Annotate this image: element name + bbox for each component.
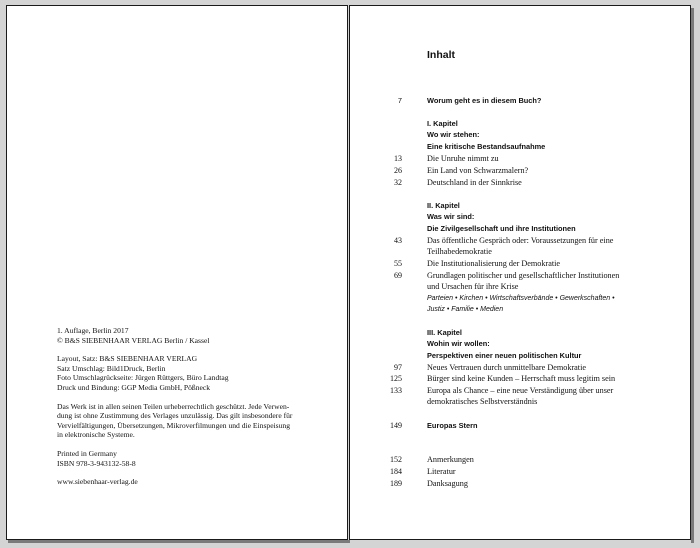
chapter-heading: II. Kapitel <box>427 201 460 210</box>
entry-label: Anmerkungen <box>427 455 474 464</box>
chapter-subtitle: Perspektiven einer neuen politischen Kultur <box>427 351 582 360</box>
rights-line: Vervielfältigungen, Übersetzungen, Mikroverfilmungen und die Einspeisung <box>57 420 291 430</box>
entry-label: Teilhabedemokratie <box>427 247 492 256</box>
entry-label: Danksagung <box>427 479 468 488</box>
rights-line: dung ist ohne Zustimmung des Verlages unzulässig. Das gilt insbesondere für <box>57 411 293 421</box>
toc-entry-continued <box>350 396 690 408</box>
page-number: 97 <box>394 363 402 372</box>
page-number: 125 <box>390 374 402 383</box>
chapter-heading: I. Kapitel <box>427 119 458 128</box>
credit-line: Satz Umschlag: Bild1Druck, Berlin <box>57 363 166 373</box>
toc-entry-continued <box>350 246 690 258</box>
toc-title: Inhalt <box>427 49 455 61</box>
edition-text: 1. Auflage, Berlin 2017 <box>57 326 129 335</box>
entry-label: Grundlagen politischer und gesellschaftlicher Institutionen <box>427 271 620 280</box>
page-shadow <box>8 540 350 543</box>
page-number: 149 <box>390 421 402 430</box>
toc-entry <box>350 258 690 270</box>
toc-entry <box>350 373 690 385</box>
printed-text: Printed in Germany <box>57 448 117 458</box>
entry-label: demokratisches Selbstverständnis <box>427 397 538 406</box>
table-of-contents <box>350 6 690 539</box>
copyright-text: © B&S SIEBENHAAR VERLAG Berlin / Kassel <box>57 335 210 345</box>
page-number: 152 <box>390 455 402 464</box>
toc-entry <box>350 478 690 490</box>
chapter-subtitle: Was wir sind: <box>427 212 475 221</box>
chapter-subtitle: Wohin wir wollen: <box>427 339 490 348</box>
page-number: 26 <box>394 166 402 175</box>
entry-label: Worum geht es in diesem Buch? <box>427 96 542 105</box>
page-number: 189 <box>390 479 402 488</box>
entry-label: Die Unruhe nimmt zu <box>427 154 499 163</box>
credit-line: Foto Umschlagrückseite: Jürgen Rüttgers, Büro Landtag <box>57 373 229 383</box>
topic-tags: Parteien • Kirchen • Wirtschaftsverbände • Gewerkschaften • <box>427 295 615 302</box>
chapter-subtitle: Wo wir stehen: <box>427 130 480 139</box>
page-number: 133 <box>390 386 402 395</box>
entry-label: Ein Land von Schwarzmalern? <box>427 166 529 175</box>
page-number: 13 <box>394 154 402 163</box>
toc-entry <box>350 177 690 189</box>
page-shadow <box>691 8 694 543</box>
toc-entry-continued <box>350 281 690 293</box>
right-page <box>349 5 691 540</box>
entry-label: Europa als Chance – eine neue Verständigung über unser <box>427 386 614 395</box>
entry-label: Neues Vertrauen durch unmittelbare Demokratie <box>427 363 586 372</box>
credit-line: Layout, Satz: B&S SIEBENHAAR VERLAG <box>57 354 198 364</box>
entry-label: Europas Stern <box>427 421 478 430</box>
isbn-text: ISBN 978-3-943132-58-8 <box>57 458 136 468</box>
toc-entry <box>350 95 690 107</box>
toc-entry <box>350 153 690 165</box>
page-number: 32 <box>394 178 402 187</box>
rights-line: in elektronische Systeme. <box>57 430 135 440</box>
chapter-subtitle: Die Zivilgesellschaft und ihre Institutionen <box>427 224 576 233</box>
imprint <box>57 326 312 487</box>
toc-entry <box>350 165 690 177</box>
credit-line: Druck und Bindung: GGP Media GmbH, Pößneck <box>57 382 211 392</box>
page-number: 184 <box>390 467 402 476</box>
entry-label: Deutschland in der Sinnkrise <box>427 178 522 187</box>
entry-label: Bürger sind keine Kunden – Herrschaft muss legitim sein <box>427 374 616 383</box>
entry-label: Die Institutionalisierung der Demokratie <box>427 259 561 268</box>
page-number: 43 <box>394 236 402 245</box>
toc-entry <box>350 466 690 478</box>
page-number: 7 <box>397 96 402 105</box>
chapter-heading: III. Kapitel <box>427 328 462 337</box>
page-number: 55 <box>394 259 402 268</box>
rights-line: Das Werk ist in allen seinen Teilen urheberrechtlich geschützt. Jede Verwen- <box>57 401 290 411</box>
entry-label: und Ursachen für ihre Krise <box>427 282 519 291</box>
left-page <box>6 5 348 540</box>
entry-label: Das öffentliche Gespräch oder: Voraussetzungen für eine <box>427 236 614 245</box>
entry-label: Literatur <box>427 467 456 476</box>
toc-entry <box>350 420 690 432</box>
toc-entry <box>350 454 690 466</box>
chapter-subtitle: Eine kritische Bestandsaufnahme <box>427 142 546 151</box>
topic-tags: Justiz • Familie • Medien <box>427 306 504 313</box>
page-number: 69 <box>394 271 402 280</box>
website-text: www.siebenhaar-verlag.de <box>57 477 138 487</box>
